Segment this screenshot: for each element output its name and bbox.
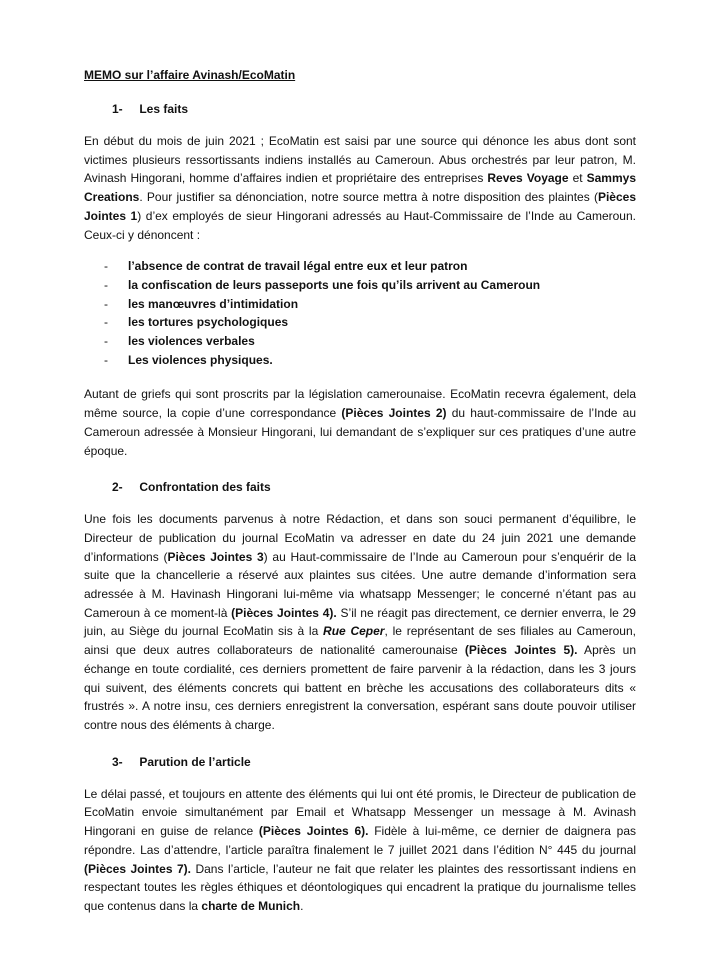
section-title: Parution de l’article [139,754,251,769]
section-heading-faits [112,102,636,116]
section-heading-confrontation [112,480,636,494]
list-item: - la confiscation de leurs passeports une fois qu’ils arrivent au Cameroun [104,277,541,292]
paragraph-parution: Le délai passé, et toujours en attente des éléments qui lui ont été promis, le Directeur de publication de EcoMatin envoie simultanément par Email et Whatsapp Messenger un message à M. Avinash Hingorani en guise de relance (Pièces Jointes 6). Fidèle à lui-même, ce dernier de daignera pas répondre. Las d’attendre, l’article paraîtra finalement le 7 juillet 2021 dans l’édition N° 445 du journal (Pièces Jointes 7). Dans l’article, l’auteur ne fait que relater les plaintes des ressortissant indiens en respectant toutes les règles éthiques et déontologiques qui encadrent la pratique du journalisme telles que contenus dans la charte de Munich. [84,786,636,913]
list-item: - les violences verbales [104,334,255,349]
section-number: 2- [112,480,123,495]
list-item: - Les violences physiques. [104,352,273,367]
paragraph-faits-intro: En début du mois de juin 2021 ; EcoMatin est saisi par une source qui dénonce les abus dont sont victimes plusieurs ressortissants indiens installés au Cameroun. Abus orchestrés par leur patron, M. Avinash Hingorani, homme d’affaires indien et propriétaire des entreprises Reves Voyage et Sammys Creations. Pour justifier sa dénonciation, notre source mettra à notre disposition des plaintes (Pièces Jointes 1) d’ex employés de sieur Hingorani adressés au Haut-Commissaire de l’Inde au Cameroun. Ceux-ci y dénoncent : [84,134,636,242]
section-number: 3- [112,754,123,769]
grievance-list [84,257,636,369]
list-item: - les manœuvres d’intimidation [104,296,299,311]
memo-title: MEMO sur l’affaire Avinash/EcoMatin [84,68,296,82]
section-title: Confrontation des faits [139,480,271,495]
section-title: Les faits [139,102,189,116]
section-number: 1- [112,102,123,116]
section-heading-parution [112,755,636,769]
paragraph-confrontation: Une fois les documents parvenus à notre Rédaction, et dans son souci permanent d’équilibre, le Directeur de publication du journal EcoMatin va adresser en date du 24 juin 2021 une demande d’informations (Pièces Jointes 3) au Haut-commissaire de l’Inde au Cameroun pour s’enquérir de la suite que la chancellerie a réservé aux plaintes sus citées. Une autre demande d’information sera adressée à M. Havinash Hingorani lui-même via whatsapp Messenger; le concerné n’étant pas au Cameroun à ce moment-là (Pièces Jointes 4). S’il ne réagit pas directement, ce dernier enverra, le 29 juin, au Siège du journal EcoMatin sis à la Rue Ceper, le représentant de ses filiales au Cameroun, ainsi que deux autres collaborateurs de nationalité camerounaise (Pièces Jointes 5). Après un échange en toute cordialité, ces derniers promettent de faire parvenir à la rédaction, dans les 3 jours qui suivent, des éléments concrets qui battent en brèche les accusations des collaborateurs dits « frustrés ». A notre insu, ces derniers enregistrent la conversation, espérant sans doute pouvoir utiliser contre nous des éléments à charge. [84,512,637,732]
paragraph-faits-outro: Autant de griefs qui sont proscrits par la législation camerounaise. EcoMatin recevra également, dela même source, la copie d’une correspondance (Pièces Jointes 2) du haut-commissaire de l’Inde au Cameroun adressée à Monsieur Hingorani, lui demandant de s’expliquer sur ces pratiques d’une autre époque. [84,387,636,458]
list-item: - l’absence de contrat de travail légal entre eux et leur patron [104,259,468,274]
list-item: - les tortures psychologiques [104,315,289,330]
